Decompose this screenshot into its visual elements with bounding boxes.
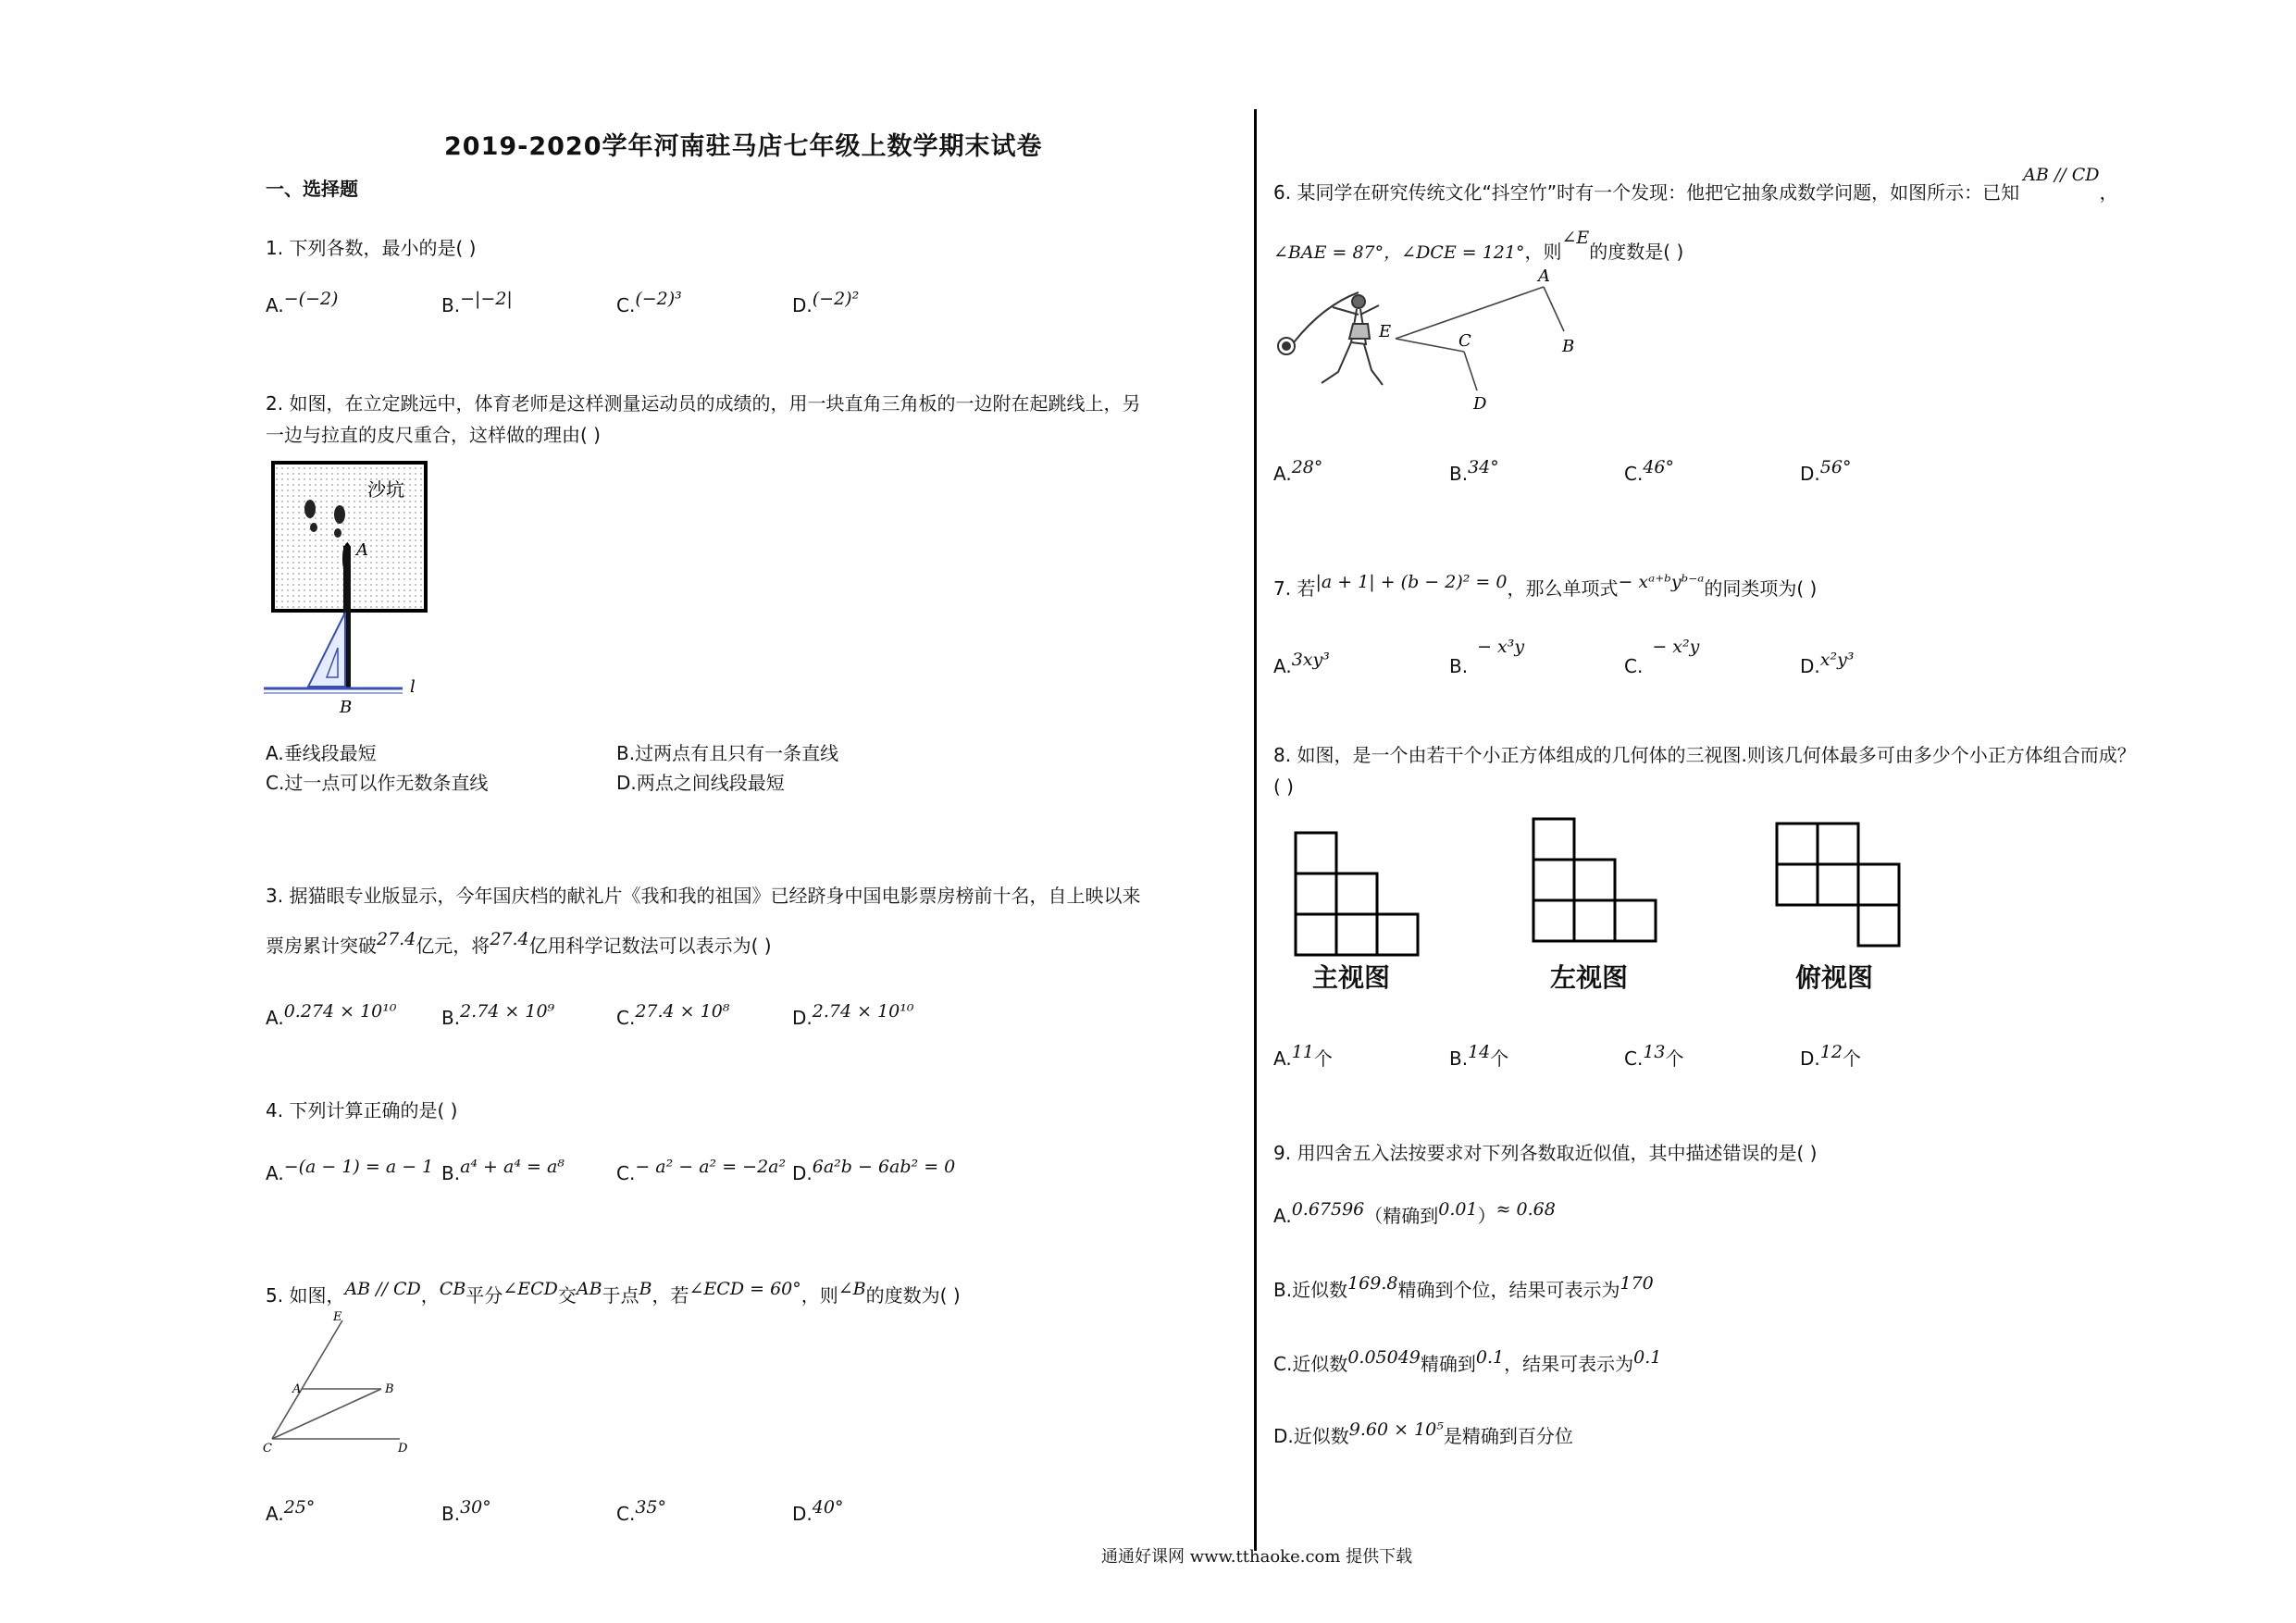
q1-option-c[interactable]: C.(−2)³ — [616, 289, 682, 316]
q6-option-b[interactable]: B.34° — [1449, 457, 1499, 485]
q4-option-d[interactable]: D.6a²b − 6ab² = 0 — [792, 1157, 956, 1184]
q2-option-c[interactable]: C.过一点可以作无数条直线 — [266, 772, 489, 794]
q3-option-a[interactable]: A.0.274 × 10¹⁰ — [266, 1001, 397, 1029]
q3-stem-line1: 3. 据猫眼专业版显示，今年国庆档的献礼片《我和我的祖国》已经跻身中国电影票房榜前十名，自上映以来 — [266, 885, 1141, 907]
q8-option-a[interactable]: A.11个 — [1273, 1042, 1333, 1070]
point-c-label: C — [263, 1442, 272, 1456]
q7-option-b[interactable]: B.− x³y — [1449, 637, 1525, 677]
q5-option-a[interactable]: A.25° — [266, 1497, 316, 1525]
q1-option-b[interactable]: B.−|−2| — [441, 289, 513, 316]
q2-option-b[interactable]: B.过两点有且只有一条直线 — [616, 742, 839, 764]
q7-option-a[interactable]: A.3xy³ — [1273, 650, 1330, 677]
point-b-label: B — [340, 698, 353, 717]
q9-option-b[interactable]: B.近似数169.8精确到个位，结果可表示为170 — [1273, 1273, 1654, 1301]
q8-option-b[interactable]: B.14个 — [1449, 1042, 1509, 1070]
q6-option-a[interactable]: A.28° — [1273, 457, 1323, 485]
q9-option-c[interactable]: C.近似数0.05049精确到0.1，结果可表示为0.1 — [1273, 1347, 1662, 1375]
front-view-label: 主视图 — [1312, 962, 1391, 993]
point-a-label: A — [292, 1382, 302, 1396]
q5-option-c[interactable]: C.35° — [616, 1497, 667, 1525]
q4-stem: 4. 下列计算正确的是( ) — [266, 1099, 458, 1121]
q5-option-b[interactable]: B.30° — [441, 1497, 491, 1525]
sand-pit-label: 沙坑 — [367, 478, 404, 501]
column-divider — [1254, 109, 1257, 1551]
page-footer: 通通好课网 www.tthaoke.com 提供下载 — [1101, 1547, 1413, 1567]
point-e-label: E — [1379, 322, 1392, 341]
point-a-label: A — [356, 540, 368, 560]
q1-option-d[interactable]: D.(−2)² — [792, 289, 860, 316]
q1-stem: 1. 下列各数，最小的是( ) — [266, 237, 477, 259]
point-d-label: D — [398, 1442, 408, 1456]
q2-option-d[interactable]: D.两点之间线段最短 — [616, 772, 785, 794]
top-view-label: 俯视图 — [1795, 962, 1874, 993]
left-view-label: 左视图 — [1550, 962, 1629, 993]
q9-stem: 9. 用四舍五入法按要求对下列各数取近似值，其中描述错误的是( ) — [1273, 1142, 1818, 1164]
point-d-label: D — [1473, 394, 1487, 414]
q7-option-d[interactable]: D.x²y³ — [1800, 650, 1855, 677]
q9-option-a[interactable]: A.0.67596（精确到0.01）≈ 0.68 — [1273, 1199, 1556, 1227]
q8-stem-line1: 8. 如图，是一个由若干个小正方体组成的几何体的三视图.则该几何体最多可由多少个小正方体组合而成？ — [1273, 744, 2136, 766]
q8-top-view-figure — [1772, 819, 1920, 967]
q6-option-d[interactable]: D.56° — [1800, 457, 1852, 485]
exam-title: 2019-2020学年河南驻马店七年级上数学期末试卷 — [444, 132, 1043, 161]
q6-stem-line2: ∠BAE = 87°，∠DCE = 121°，则∠E的度数是( ) — [1273, 228, 1684, 263]
q8-option-c[interactable]: C.13个 — [1624, 1042, 1684, 1070]
q3-option-c[interactable]: C.27.4 × 10⁸ — [616, 1001, 730, 1029]
line-l-label: l — [410, 677, 416, 697]
q3-stem-line2: 票房累计突破27.4亿元，将27.4亿用科学记数法可以表示为( ) — [266, 929, 772, 957]
q1-option-a[interactable]: A.−(−2) — [266, 289, 339, 316]
q4-option-c[interactable]: C.− a² − a² = −2a² — [616, 1157, 787, 1184]
q2-stem-line2: 一边与拉直的皮尺重合，这样做的理由( ) — [266, 424, 601, 446]
diabolo-player-icon — [1278, 292, 1383, 385]
q4-option-b[interactable]: B.a⁴ + a⁴ = a⁸ — [441, 1157, 565, 1184]
point-c-label: C — [1458, 331, 1471, 351]
q8-left-view-figure — [1529, 814, 1677, 962]
q3-option-d[interactable]: D.2.74 × 10¹⁰ — [792, 1001, 914, 1029]
q4-option-a[interactable]: A.−(a − 1) = a − 1 — [266, 1157, 434, 1184]
point-e-label: E — [333, 1310, 342, 1324]
q7-option-c[interactable]: C.− x²y — [1624, 637, 1700, 677]
q5-parallel-lines-figure — [261, 1309, 423, 1462]
section-heading: 一、选择题 — [266, 178, 358, 200]
q6-diabolo-figure — [1268, 268, 1610, 426]
q2-option-a[interactable]: A.垂线段最短 — [266, 742, 377, 764]
point-b-label: B — [385, 1382, 394, 1396]
q8-stem-line2: ( ) — [1273, 775, 1294, 798]
q6-stem-line1: 6. 某同学在研究传统文化“抖空竹”时有一个发现：他把它抽象成数学问题，如图所示：已知AB // CD， — [1273, 165, 2118, 204]
q2-stem-line1: 2. 如图，在立定跳远中，体育老师是这样测量运动员的成绩的，用一块直角三角板的一边附在起跳线上，另 — [266, 392, 1141, 415]
q5-stem: 5. 如图，AB // CD，CB平分∠ECD交AB于点B，若∠ECD = 60°，则∠B的度数为( ) — [266, 1279, 961, 1307]
q6-option-c[interactable]: C.46° — [1624, 457, 1675, 485]
q9-option-d[interactable]: D.近似数9.60 × 10⁵是精确到百分位 — [1273, 1419, 1573, 1447]
point-a-label: A — [1538, 268, 1550, 286]
q3-option-b[interactable]: B.2.74 × 10⁹ — [441, 1001, 555, 1029]
q8-option-d[interactable]: D.12个 — [1800, 1042, 1861, 1070]
point-b-label: B — [1562, 337, 1575, 356]
q5-option-d[interactable]: D.40° — [792, 1497, 844, 1525]
q2-long-jump-figure — [264, 455, 430, 724]
q7-stem: 7. 若|a + 1| + (b − 2)² = 0，那么单项式− xᵃ⁺ᵇyᵇ⁻ᵃ的同类项为( ) — [1273, 572, 1818, 600]
